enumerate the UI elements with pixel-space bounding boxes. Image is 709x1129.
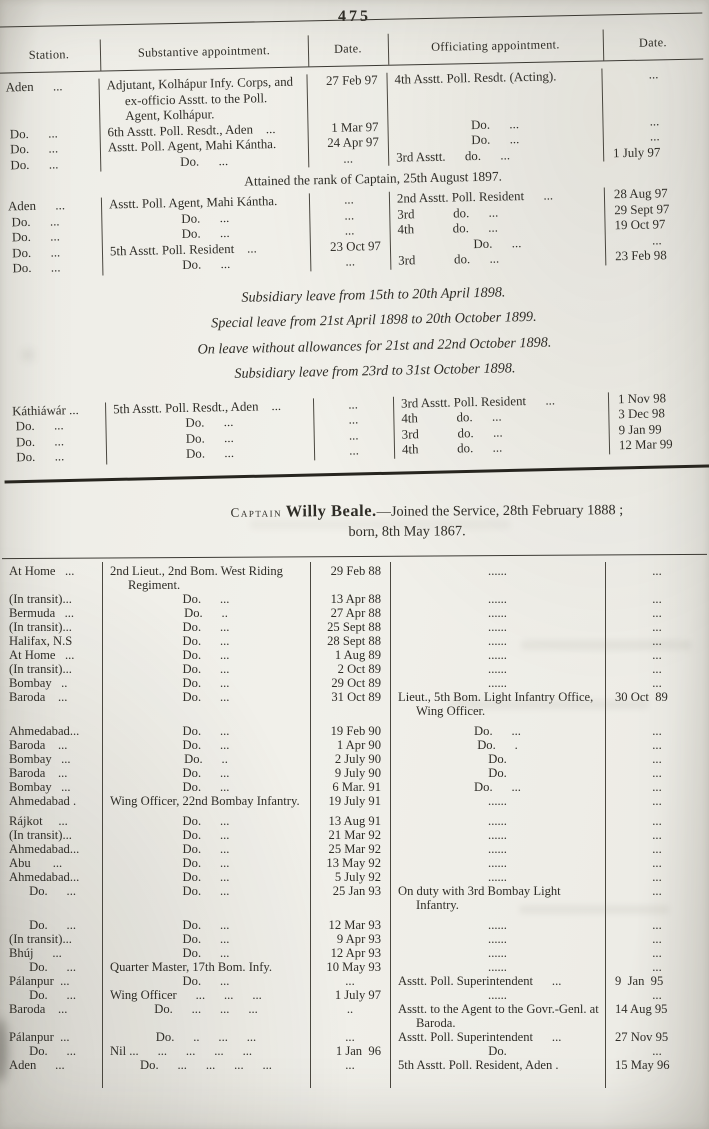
- substantive-cell: Do. ...: [182, 827, 230, 842]
- officiating-cell: Do.: [488, 751, 507, 766]
- officiating-date-cell: 27 Nov 95: [615, 1029, 669, 1044]
- substantive-cell: 2nd Lieut., 2nd Bom. West Riding Regiment.: [110, 563, 287, 592]
- table-rows: [0, 564, 709, 1072]
- table-row: [0, 564, 709, 592]
- table-row: [0, 620, 709, 634]
- table-row: [0, 752, 709, 766]
- substantive-cell: Do. ...: [185, 414, 234, 430]
- table-row: [0, 780, 709, 794]
- officiating-date-cell: ...: [652, 779, 662, 794]
- officiating-date-cell: ...: [652, 883, 662, 898]
- substantive-cell: Do. ..: [184, 605, 228, 620]
- date-cell: ...: [345, 254, 356, 269]
- leave-note: On leave without allowances for 21st and 22nd October 1898.: [197, 334, 552, 358]
- officiating-date-cell: ...: [652, 793, 662, 808]
- date-cell: 24 Apr 97: [327, 134, 379, 151]
- date-cell: 1 Mar 97: [331, 119, 379, 135]
- officiating-cell: ......: [488, 813, 507, 828]
- officiating-cell: ......: [488, 931, 507, 946]
- officiating-cell: 3rd Asstt. Poll. Resident ...: [400, 392, 556, 411]
- date-cell: 25 Mar 92: [328, 841, 381, 856]
- substantive-cell: Do. ...: [181, 225, 230, 241]
- station-cell: Bhúj ...: [9, 945, 62, 960]
- station-cell: Rájkot ...: [9, 813, 68, 828]
- date-cell: 1 Aug 89: [334, 647, 381, 662]
- heading-line-2: born, 8th May 1867.: [348, 522, 466, 540]
- station-cell: (In transit)...: [9, 619, 72, 634]
- table-row: [0, 974, 709, 988]
- date-cell: 5 July 92: [334, 869, 381, 884]
- date-cell: 13 Aug 91: [328, 813, 381, 828]
- station-cell: Baroda ...: [9, 737, 68, 752]
- officiating-cell: Do.: [488, 1043, 507, 1058]
- table-row: [0, 738, 709, 752]
- station-cell: Halifax, N.S: [9, 633, 73, 648]
- date-cell: 25 Jan 93: [332, 883, 381, 898]
- station-cell: Baroda ...: [9, 1001, 68, 1016]
- table-row: [0, 814, 709, 828]
- date-cell: ...: [349, 443, 359, 458]
- officiating-date-cell: 3 Dec 98: [618, 406, 666, 422]
- substantive-cell: Do. ...: [182, 689, 230, 704]
- date-cell: 29 Oct 89: [331, 675, 381, 690]
- officiating-date-cell: 1 July 97: [612, 144, 661, 160]
- date-cell: 9 July 90: [334, 765, 381, 780]
- officiating-date-cell: ...: [652, 813, 662, 828]
- station-cell: Káthiáwár ...: [12, 402, 79, 418]
- substantive-cell: Do. ...: [182, 723, 230, 738]
- station-cell: At Home ...: [9, 563, 75, 578]
- officiating-date-cell: 15 May 96: [615, 1057, 670, 1072]
- substantive-cell: Do. ...: [182, 256, 231, 272]
- substantive-cell: Do. .. ... ...: [155, 1029, 257, 1044]
- officiating-date-cell: ...: [652, 563, 662, 578]
- date-cell: 2 July 90: [334, 751, 381, 766]
- date-cell: 19 Feb 90: [330, 723, 381, 738]
- substantive-cell: Do. ...: [182, 779, 230, 794]
- station-cell: Bermuda ...: [9, 605, 75, 620]
- service-block-3: [3, 390, 709, 466]
- officiating-cell: Do. ...: [470, 116, 520, 132]
- substantive-cell: Asstt. Poll. Agent, Mahi Kántha.: [107, 137, 277, 155]
- page-number: 475: [338, 8, 371, 25]
- station-cell: Do. ...: [8, 213, 60, 229]
- station-cell: Pálanpur ...: [9, 973, 70, 988]
- substantive-cell: Quarter Master, 17th Bom. Infy.: [110, 959, 273, 974]
- officiating-date-cell: ...: [649, 113, 660, 129]
- date-cell: 1 Jan 96: [335, 1043, 381, 1058]
- officiating-date-cell: ...: [652, 841, 662, 856]
- station-cell: Do. ...: [6, 125, 58, 141]
- station-cell: At Home ...: [9, 647, 75, 662]
- table2-top-rule: [2, 553, 707, 558]
- station-cell: Abu ...: [9, 855, 63, 870]
- substantive-cell: Asstt. Poll. Agent, Mahi Kántha.: [108, 194, 278, 212]
- header-date-2: Date.: [638, 34, 667, 50]
- substantive-cell: Do. ...: [182, 675, 230, 690]
- officiating-cell: 5th Asstt. Poll. Resident, Aden .: [398, 1057, 559, 1072]
- officiating-date-cell: ...: [652, 765, 662, 780]
- officiating-date-cell: ...: [652, 827, 662, 842]
- table-row: [0, 1044, 709, 1058]
- date-cell: 29 Feb 88: [330, 563, 381, 578]
- officiating-date-cell: ...: [652, 959, 662, 974]
- date-cell: 12 Apr 93: [330, 945, 381, 960]
- station-cell: Ahmedabad...: [9, 841, 80, 856]
- officiating-date-cell: ...: [652, 737, 662, 752]
- station-cell: Do. ...: [6, 141, 59, 157]
- officiating-date-cell: 23 Feb 98: [615, 248, 667, 264]
- officiating-cell: 4th do. ...: [401, 409, 502, 426]
- table-row: [0, 828, 709, 842]
- date-cell: ...: [343, 151, 354, 166]
- table-row: [0, 606, 709, 620]
- date-cell: 2 Oct 89: [337, 661, 381, 676]
- station-cell: Do. ...: [25, 987, 77, 1002]
- substantive-cell: Do. ...: [185, 445, 235, 461]
- substantive-cell: Do. ...: [182, 633, 230, 648]
- officiating-date-cell: ...: [652, 1043, 662, 1058]
- table-row: [0, 856, 709, 870]
- station-cell: (In transit)...: [9, 661, 72, 676]
- table-row: [0, 870, 709, 884]
- section-divider-rule: [5, 464, 709, 483]
- header-station: Station.: [28, 46, 70, 62]
- officiating-cell: ......: [488, 647, 507, 662]
- officiating-date-cell: ...: [652, 647, 662, 662]
- officiating-cell: ......: [488, 945, 507, 960]
- officiating-cell: 3rd do. ...: [397, 205, 499, 222]
- officiating-date-cell: ...: [652, 675, 662, 690]
- heading-line-1: [145, 498, 709, 522]
- station-cell: Bombay ..: [9, 675, 68, 690]
- substantive-cell: Wing Officer, 22nd Bombay Infantry.: [110, 793, 300, 808]
- substantive-cell: Do. ...: [182, 917, 230, 932]
- substantive-cell: Do. ...: [182, 945, 230, 960]
- substantive-cell: Do. ...: [182, 931, 230, 946]
- officiating-cell: Do. ...: [471, 132, 520, 148]
- substantive-cell: Do. ...: [182, 883, 230, 898]
- officiating-cell: ......: [488, 855, 507, 870]
- table-row: [0, 988, 709, 1002]
- officer-rank: Captain: [230, 504, 283, 520]
- date-cell: ...: [345, 1057, 355, 1072]
- substantive-cell: 5th Asstt. Poll. Resident ...: [109, 240, 257, 258]
- substantive-cell: Do. ...: [182, 591, 230, 606]
- table-rows: [3, 390, 709, 466]
- substantive-cell: Do. ...: [182, 841, 230, 856]
- service-block-1: [0, 66, 707, 173]
- officiating-cell: 4th do. ...: [397, 220, 498, 237]
- station-cell: (In transit)...: [9, 827, 72, 842]
- substantive-cell: Do. ...: [185, 430, 234, 446]
- officiating-date-cell: 29 Sept 97: [614, 201, 670, 217]
- date-cell: ..: [346, 1001, 354, 1016]
- station-cell: (In transit)...: [9, 931, 72, 946]
- officiating-date-cell: ...: [649, 129, 660, 144]
- officiating-date-cell: 9 Jan 99: [618, 421, 662, 437]
- officiating-date-cell: ...: [652, 723, 662, 738]
- table-row: [0, 932, 709, 946]
- officiating-date-cell: 30 Oct 89: [615, 689, 668, 704]
- officiating-date-cell: ...: [652, 931, 662, 946]
- date-cell: 1 Apr 90: [336, 737, 381, 752]
- second-service-table: [0, 556, 709, 1088]
- station-cell: Do. ...: [12, 418, 64, 434]
- officiating-cell: 2nd Asstt. Poll. Resident ...: [396, 188, 554, 206]
- substantive-cell: Do. ...: [182, 647, 230, 662]
- table-row: [0, 884, 709, 912]
- officiating-cell: ......: [488, 591, 507, 606]
- station-cell: Do. ...: [8, 229, 61, 245]
- station-cell: Do. ...: [25, 883, 77, 898]
- officiating-date-cell: ...: [652, 869, 662, 884]
- officiating-cell: 4th Asstt. Poll. Resdt. (Acting).: [394, 69, 557, 87]
- officiating-cell: ......: [488, 827, 507, 842]
- table-row: [0, 918, 709, 932]
- table2-body: [0, 562, 709, 1088]
- station-cell: Aden ...: [9, 1057, 65, 1072]
- officiating-cell: 3rd Asstt. do. ...: [395, 147, 511, 165]
- officiating-cell: ......: [488, 917, 507, 932]
- officiating-date-cell: 19 Oct 97: [614, 217, 666, 233]
- officiating-date-cell: 28 Aug 97: [613, 186, 668, 202]
- officiating-date-cell: ...: [651, 232, 662, 248]
- leave-note: Subsidiary leave from 23rd to 31st October 1898.: [234, 360, 516, 382]
- officiating-date-cell: ...: [652, 945, 662, 960]
- substantive-cell: Adjutant, Kolhápur Infy. Corps, and ex-officio Asstt. to the Poll. Agent, Kolhápur.: [106, 74, 297, 124]
- station-cell: Do. ...: [8, 244, 61, 260]
- officiating-date-cell: ...: [652, 987, 662, 1002]
- officiating-cell: Do. ...: [474, 779, 521, 794]
- substantive-cell: Do. ... ... ... ...: [140, 1057, 272, 1072]
- officiating-date-cell: ...: [652, 633, 662, 648]
- table-row: [0, 592, 709, 606]
- table-row: [0, 648, 709, 662]
- table-row: [0, 634, 709, 648]
- officiating-date-cell: ...: [652, 751, 662, 766]
- header-date: Date.: [333, 40, 362, 56]
- officiating-date-cell: 12 Mar 99: [618, 437, 673, 453]
- table-row: [0, 724, 709, 738]
- table-row: [0, 842, 709, 856]
- substantive-cell: Do. ...: [182, 765, 230, 780]
- substantive-cell: Nil ... ... ... ... ...: [110, 1043, 253, 1058]
- promotion-note: Attained the rank of Captain, 25th August 1897.: [244, 168, 503, 189]
- date-cell: ...: [348, 396, 359, 412]
- header-substantive: Substantive appointment.: [137, 42, 271, 60]
- officiating-date-cell: ...: [652, 605, 662, 620]
- table-row: [0, 946, 709, 960]
- officiating-cell: Lieut., 5th Bom. Light Infantry Office, Wing Officer.: [398, 689, 597, 718]
- station-cell: Aden ...: [5, 79, 63, 95]
- table-row: [0, 1058, 709, 1072]
- station-cell: Pálanpur ...: [9, 1029, 70, 1044]
- table-row: [0, 960, 709, 974]
- officiating-cell: 4th do. ...: [401, 440, 503, 457]
- leave-note: Subsidiary leave from 15th to 20th April 1898.: [241, 283, 506, 306]
- officiating-cell: ......: [488, 563, 507, 578]
- table-row: [0, 662, 709, 676]
- date-cell: 10 May 93: [326, 959, 381, 974]
- date-cell: 25 Sept 88: [327, 619, 381, 634]
- officiating-date-cell: ...: [652, 591, 662, 606]
- officiating-cell: ......: [488, 959, 507, 974]
- officiating-cell: 3rd do. ...: [401, 425, 503, 442]
- officiating-cell: ......: [488, 675, 507, 690]
- table-row: [0, 1030, 709, 1044]
- officiating-date-cell: 14 Aug 95: [615, 1001, 668, 1016]
- leave-notes: [37, 276, 709, 391]
- substantive-cell: Do. ..: [184, 751, 228, 766]
- heading-joined-text: —Joined the Service, 28th February 1888 ;: [376, 501, 624, 520]
- substantive-cell: Do. ...: [182, 973, 230, 988]
- officiating-cell: 3rd do. ...: [398, 251, 500, 268]
- date-cell: ...: [345, 973, 355, 988]
- substantive-cell: Do. ... ... ...: [154, 1001, 258, 1016]
- officiating-date-cell: ...: [652, 917, 662, 932]
- table-row: [0, 1002, 709, 1030]
- officiating-cell: Do. ...: [474, 723, 521, 738]
- date-cell: 6 Mar. 91: [332, 779, 381, 794]
- substantive-cell: Do. ...: [182, 661, 230, 676]
- officer-section-heading: [0, 498, 709, 543]
- officiating-cell: Asstt. Poll. Superintendent ...: [398, 973, 562, 988]
- table-row: [0, 794, 709, 808]
- officiating-cell: ......: [488, 619, 507, 634]
- substantive-cell: Wing Officer ... ... ...: [110, 987, 262, 1002]
- date-cell: ...: [345, 1029, 355, 1044]
- date-cell: 28 Sept 88: [327, 633, 381, 648]
- date-cell: ...: [344, 223, 355, 238]
- date-cell: 13 Apr 88: [330, 591, 381, 606]
- station-cell: Ahmedabad...: [9, 723, 80, 738]
- station-cell: Do. ...: [7, 156, 59, 172]
- substantive-cell: 6th Asstt. Poll. Resdt., Aden ...: [107, 121, 276, 139]
- header-officiating: Officiating appointment.: [430, 36, 560, 54]
- table-row: [0, 690, 709, 718]
- station-cell: Do. ...: [9, 260, 61, 276]
- date-cell: 9 Apr 93: [336, 931, 381, 946]
- officiating-date-cell: ...: [652, 661, 662, 676]
- officiating-cell: ......: [488, 793, 507, 808]
- officiating-cell: Do.: [488, 765, 507, 780]
- station-cell: Do. ...: [25, 1043, 77, 1058]
- substantive-cell: Do. ...: [182, 869, 230, 884]
- date-cell: 31 Oct 89: [331, 689, 381, 704]
- station-cell: Do. ...: [12, 433, 65, 449]
- substantive-cell: Do. ...: [181, 210, 230, 226]
- station-cell: Baroda ...: [9, 689, 68, 704]
- officiating-cell: Asstt. to the Agent to the Govr.-Genl. at Baroda.: [398, 1001, 602, 1030]
- officiating-cell: Asstt. Poll. Superintendent ...: [398, 1029, 562, 1044]
- officiating-date-cell: ...: [652, 619, 662, 634]
- officiating-cell: Do. .: [477, 737, 518, 752]
- officiating-cell: ......: [488, 661, 507, 676]
- leave-note: Special leave from 21st April 1898 to 20th October 1899.: [211, 308, 537, 332]
- substantive-cell: Do. ...: [180, 153, 229, 169]
- station-cell: Do. ...: [25, 959, 77, 974]
- table-row: [0, 766, 709, 780]
- substantive-cell: Do. ...: [182, 855, 230, 870]
- date-cell: ...: [348, 427, 359, 443]
- station-cell: Do. ...: [25, 917, 77, 932]
- station-cell: Do. ...: [12, 449, 65, 465]
- service-block-2: [0, 185, 709, 277]
- officiating-cell: ......: [488, 987, 507, 1002]
- station-cell: Baroda ...: [9, 765, 68, 780]
- station-cell: Bombay ...: [9, 751, 71, 766]
- station-cell: Ahmedabad...: [9, 869, 80, 884]
- date-cell: 27 Feb 97: [325, 72, 378, 89]
- officiating-cell: On duty with 3rd Bombay Light Infantry.: [398, 883, 564, 912]
- officiating-date-cell: ...: [648, 67, 659, 82]
- officer-name: Willy Beale.: [285, 500, 377, 520]
- substantive-cell: Do. ...: [182, 813, 230, 828]
- table-rows: [0, 185, 709, 277]
- officiating-date-cell: 1 Nov 98: [617, 390, 667, 406]
- substantive-cell: 5th Asstt. Poll. Resdt., Aden ...: [112, 398, 282, 416]
- station-cell: Bombay ...: [9, 779, 71, 794]
- substantive-cell: Do. ...: [182, 619, 230, 634]
- station-cell: (In transit)...: [9, 591, 72, 606]
- first-service-table-section: [0, 12, 709, 482]
- date-cell: 13 May 92: [326, 855, 381, 870]
- officiating-cell: ......: [488, 869, 507, 884]
- officiating-cell: ......: [488, 605, 507, 620]
- date-cell: 23 Oct 97: [329, 238, 382, 254]
- station-cell: Ahmedabad .: [9, 793, 77, 808]
- date-cell: 12 Mar 93: [328, 917, 381, 932]
- date-cell: ...: [344, 207, 355, 223]
- date-cell: 27 Apr 88: [330, 605, 381, 620]
- officiating-date-cell: ...: [652, 855, 662, 870]
- substantive-cell: Do. ...: [182, 737, 230, 752]
- officiating-date-cell: 9 Jan 95: [615, 973, 664, 988]
- officiating-cell: ......: [488, 841, 507, 856]
- date-cell: ...: [343, 192, 354, 207]
- date-cell: 21 Mar 92: [328, 827, 381, 842]
- officiating-cell: ......: [488, 633, 507, 648]
- date-cell: 1 July 97: [334, 987, 381, 1002]
- officiating-cell: Do. ...: [473, 235, 522, 251]
- date-cell: ...: [348, 412, 359, 427]
- date-cell: 19 July 91: [328, 793, 381, 808]
- table-row: [0, 676, 709, 690]
- station-cell: Aden ...: [7, 198, 66, 214]
